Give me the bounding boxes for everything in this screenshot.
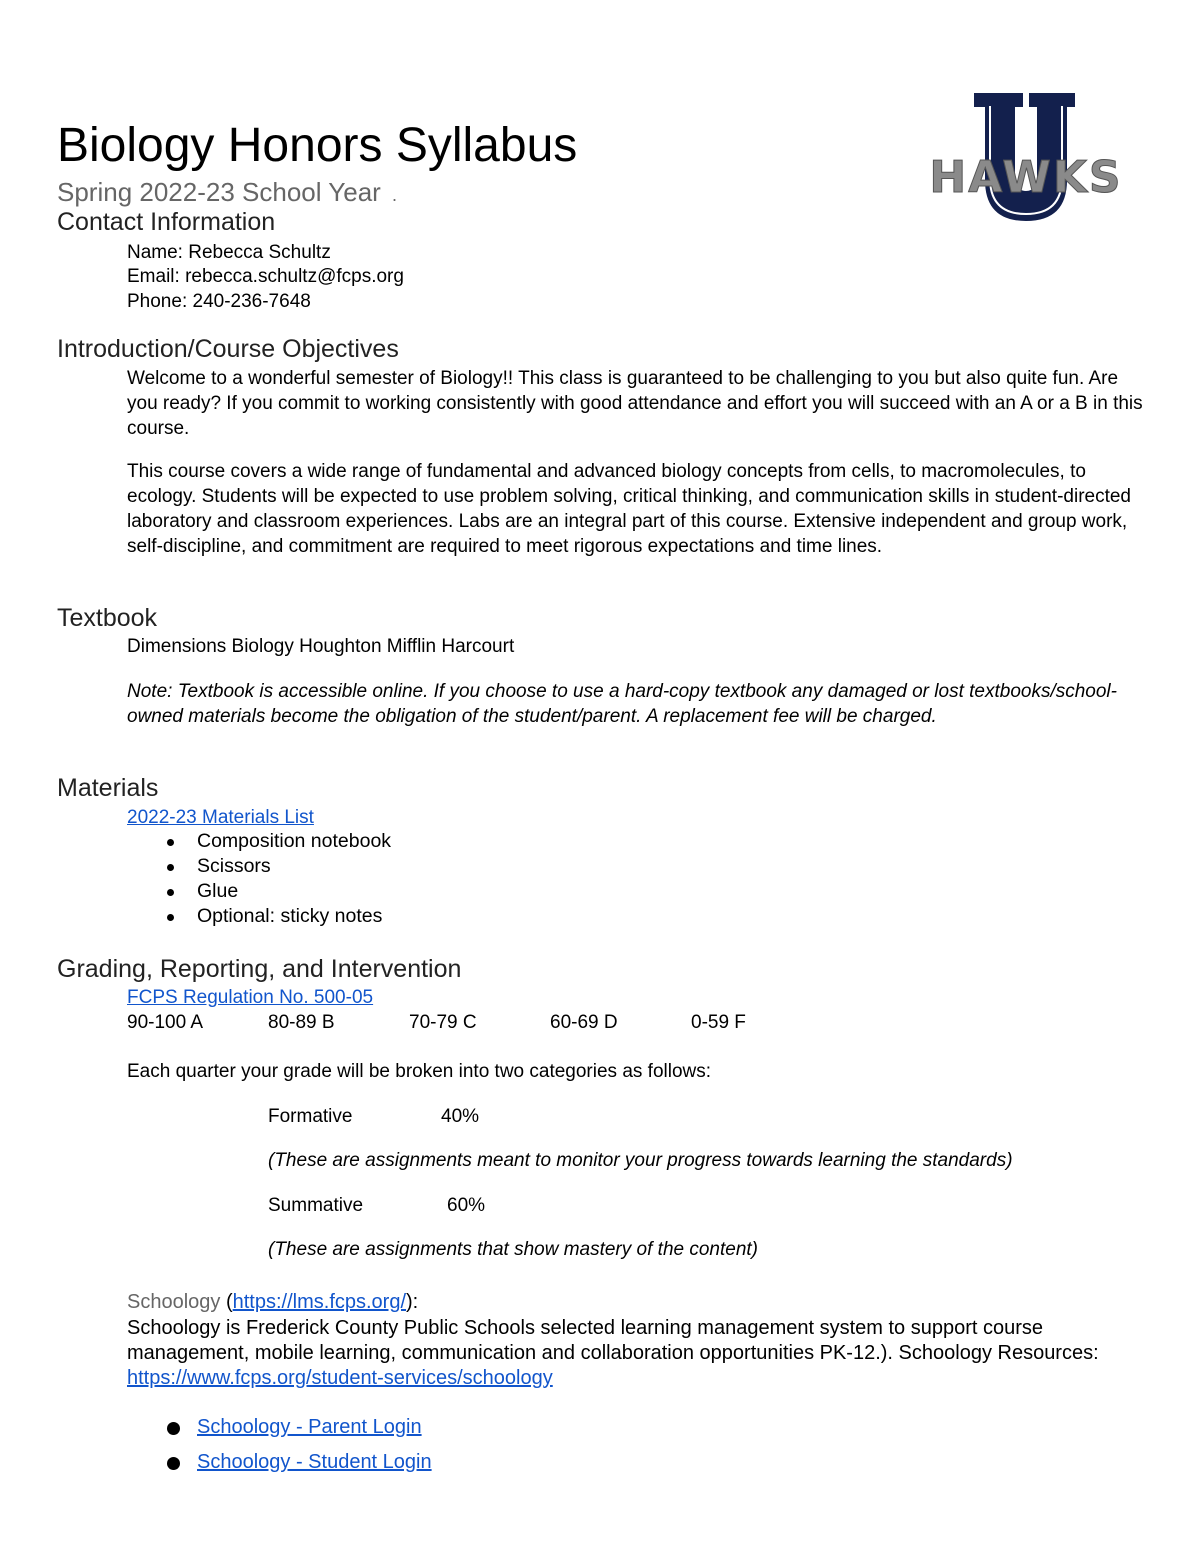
bullet-icon <box>167 1422 180 1435</box>
bullet-icon <box>167 1457 180 1470</box>
materials-list-link[interactable]: 2022-23 Materials List <box>127 807 314 828</box>
list-item: Glue <box>127 879 391 904</box>
bullet-icon <box>167 914 174 921</box>
page-subtitle <box>57 177 397 208</box>
intro-paragraph-1: Welcome to a wonderful semester of Biology!! This class is guaranteed to be challenging to you but also quite fun. Are you ready? If you commit to working consistently with good attendance and effort you will succeed with an A or a B in this course. <box>127 368 1143 439</box>
schoology-student-login-link[interactable]: Schoology - Student Login <box>197 1451 432 1473</box>
grade-b: 80-89 B <box>268 1012 335 1033</box>
formative-label: Formative <box>268 1106 353 1127</box>
schoology-label: Schoology <box>127 1291 221 1313</box>
formative-note: (These are assignments meant to monitor your progress towards learning the standards) <box>268 1150 1013 1171</box>
summative-label: Summative <box>268 1195 364 1216</box>
grading-intro: Each quarter your grade will be broken into two categories as follows: <box>127 1061 712 1082</box>
schoology-parent-login-link[interactable]: Schoology - Parent Login <box>197 1416 422 1438</box>
schoology-description: Schoology is Frederick County Public Schools selected learning management system to support course management, mobile learning, communication and collaboration opportunities PK-12.). Schoology Resources: https://www.fcps.org/student-services/schoology <box>127 1317 1099 1389</box>
summative-note: (These are assignments that show mastery of the content) <box>268 1239 759 1260</box>
page-title: Biology Honors Syllabus <box>57 119 578 172</box>
formative-percent: 40% <box>441 1106 480 1127</box>
contact-name: Name: Rebecca Schultz <box>127 242 331 263</box>
contact-email: Email: rebecca.schultz@fcps.org <box>127 266 404 287</box>
subtitle-text: Spring 2022-23 School Year <box>57 177 381 207</box>
intro-paragraph-2: This course covers a wide range of fundamental and advanced biology concepts from cells, to macromolecules, to ecology. Students will be expected to use problem solving, critical thinking, and communication skills in student-directed laboratory and classroom experiences. Labs are an integral part of this course. Extensive independent and group work, self-discipline, and commitment are required to meet rigorous expectations and time lines. <box>127 461 1131 557</box>
textbook-name: Dimensions Biology Houghton Mifflin Harcourt <box>127 636 515 657</box>
bullet-icon <box>167 839 174 846</box>
grade-c: 70-79 C <box>409 1012 477 1033</box>
bullet-icon <box>167 889 174 896</box>
list-item: Scissors <box>127 854 391 879</box>
subtitle-mark: . <box>392 185 398 205</box>
schoology-login-list <box>127 1410 432 1480</box>
grade-f: 0-59 F <box>691 1012 746 1033</box>
list-item <box>127 1410 432 1445</box>
schoology-resources-link[interactable]: https://www.fcps.org/student-services/schoology <box>127 1367 553 1389</box>
schoology-line: Schoology (https://lms.fcps.org/): <box>127 1291 419 1313</box>
grade-scale <box>127 1010 927 1035</box>
schoology-lms-link[interactable]: https://lms.fcps.org/ <box>232 1291 407 1313</box>
contact-phone: Phone: 240-236-7648 <box>127 291 311 312</box>
textbook-heading: Textbook <box>57 604 158 632</box>
contact-heading: Contact Information <box>57 208 276 236</box>
list-item <box>127 1445 432 1480</box>
hawks-logo <box>928 92 1124 224</box>
materials-list <box>127 829 391 929</box>
logo-text: HAWKS <box>929 152 1123 203</box>
grade-d: 60-69 D <box>550 1012 618 1033</box>
bullet-icon <box>167 864 174 871</box>
summative-percent: 60% <box>447 1195 486 1216</box>
textbook-note: Note: Textbook is accessible online. If you choose to use a hard-copy textbook any damaged or lost textbooks/school-owned materials become the obligation of the student/parent. A replacement fee will be charged. <box>127 681 1117 727</box>
materials-heading: Materials <box>57 774 159 802</box>
grading-heading: Grading, Reporting, and Intervention <box>57 955 462 983</box>
list-item: Composition notebook <box>127 829 391 854</box>
grade-a: 90-100 A <box>127 1012 204 1033</box>
intro-heading: Introduction/Course Objectives <box>57 335 399 363</box>
list-item: Optional: sticky notes <box>127 904 391 929</box>
fcps-regulation-link[interactable]: FCPS Regulation No. 500-05 <box>127 987 374 1008</box>
